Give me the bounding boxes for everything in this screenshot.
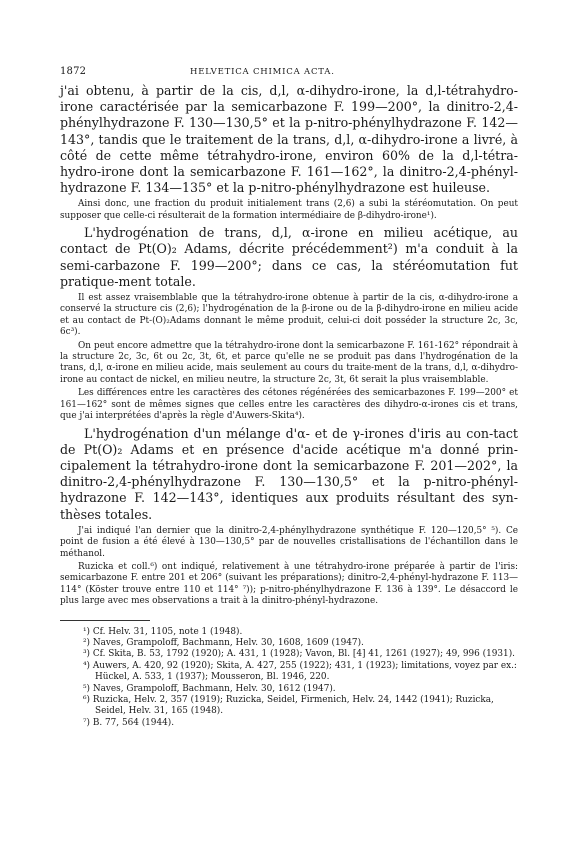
footnote: ⁶) Ruzicka, Helv. 2, 357 (1919); Ruzicka, Seidel, Firmenich, Helv. 24, 1442 (1941); Ruzicka, Seidel, Helv. 31, 165 (1948). [83, 695, 494, 717]
footnote: ⁵) Naves, Grampoloff, Bachmann, Helv. 30, 1612 (1947). [83, 683, 336, 694]
paragraph-note: Ainsi donc, une fraction du produit initialement trans (2,6) a subi la stéréomutation. On peut supposer que celle-ci résulterait de la formation intermédiaire de β-dihydro-irone¹). [60, 199, 518, 221]
page-header [60, 66, 518, 77]
paragraph-body: L'hydrogénation de trans, d,l, α-irone en milieu acétique, au contact de Pt(O)₂ Adams, décrite précédemment²) m'a conduit à la semi-carbazone F. 199—200°; dans ce cas, la stéréomutation fut pratique-ment totale. [60, 225, 518, 289]
footnote: ⁴) Auwers, A. 420, 92 (1920); Skita, A. 427, 255 (1922); 431, 1 (1923); limitations, voyez par ex.: Hückel, A. 533, 1 (1937); Mousseron, Bl. 1946, 220. [83, 660, 517, 683]
paragraph-body: j'ai obtenu, à partir de la cis, d,l, α-dihydro-irone, la d,l-tétrahydro-irone caractérisée par la semicarbazone F. 199—200°, la dinitro-2,4-phénylhydrazone F. 130—130,5° et la p-nitro-phénylhydrazone F. 142—143°, tandis que le traitement de la trans, d,l, α-dihydro-irone a livré, à côté de cette même tétrahydro-irone, environ 60% de la d,l-tétra-hydro-irone dont la semicarbazone F. 161—162°, la dinitro-2,4-phényl-hydrazone F. 134—135° et la p-nitro-phénylhydrazone est huileuse. [60, 83, 518, 196]
paragraph-note: J'ai indiqué l'an dernier que la dinitro-2,4-phénylhydrazone synthétique F. 120—120,5° ⁵). Ce point de fusion a été élevé à 130—130,5° par de nouvelles cristallisations de l'échantillon dans le méthanol. [60, 525, 518, 559]
paragraph-note: Les différences entre les caractères des cétones régénérées des semicarbazones F. 199—200° et 161—162° sont de mêmes signes que celles entre les caractères des dihydro-α-irones cis et trans, que j'ai interprétées d'après la règle d'Auwers-Skita⁴). [60, 388, 518, 422]
footnote: ¹) Cf. Helv. 31, 1105, note 1 (1948). [83, 626, 243, 637]
paragraph-body: L'hydrogénation d'un mélange d'α- et de γ-irones d'iris au con-tact de Pt(O)₂ Adams et en présence d'acide acétique m'a donné prin-cipalement la tétrahydro-irone dont la semicarbazone F. 201—202°, la dinitro-2,4-phénylhydrazone F. 130—130,5° et la p-nitro-phényl-hydrazone F. 142—143°, identiques aux produits résultant des syn-thèses totales. [60, 425, 518, 522]
page-number: 1872 [60, 66, 87, 77]
paragraph-note: On peut encore admettre que la tétrahydro-irone dont la semicarbazone F. 161-162° répondrait à la structure 2c, 3c, 6t ou 2c, 3t, 6t, et parce qu'elle ne se produit pas dans l'hydrogénation de la trans, d,l, α-irone en milieu acide, mais seulement au cours du traite-ment de la trans, d,l, α-dihydro-irone au contact de nickel, en milieu neutre, la structure 2c, 3t, 6t serait la plus vraisemblable. [60, 340, 518, 385]
paragraph-note: Ruzicka et coll.⁶) ont indiqué, relativement à une tétrahydro-irone préparée à partir de l'iris: semicarbazone F. entre 201 et 206° (suivant les préparations); dinitro-2,4-phényl-hydrazone F. 113—114° (Köster trouve entre 110 et 114° ⁷)); p-nitro-phénylhydrazone F. 136 à 139°. Le désaccord le plus large avec mes observations a trait à la dinitro-phényl-hydrazone. [60, 561, 518, 607]
footnote: ²) Naves, Grampoloff, Bachmann, Helv. 30, 1608, 1609 (1947). [83, 637, 364, 648]
footnote: ⁷) B. 77, 564 (1944). [83, 717, 175, 728]
footnote: ³) Cf. Skita, B. 53, 1792 (1920); A. 431, 1 (1928); Vavon, Bl. [4] 41, 1261 (1927); 49, 996 (1931). [83, 649, 515, 660]
running-title: HELVETICA CHIMICA ACTA. [190, 67, 335, 77]
footnotes [60, 627, 518, 730]
paragraph-note: Il est assez vraisemblable que la tétrahydro-irone obtenue à partir de la cis, α-dihydro-irone a conservé la structure cis (2,6); l'hydrogénation de la β-irone ou de la β-dihydro-irone en milieu acide et au contact de Pt-(O)₂Adams donnant le même produit, celui-ci doit posséder la structure 2c, 3c, 6c³). [60, 293, 518, 338]
footnote-divider [60, 620, 150, 621]
